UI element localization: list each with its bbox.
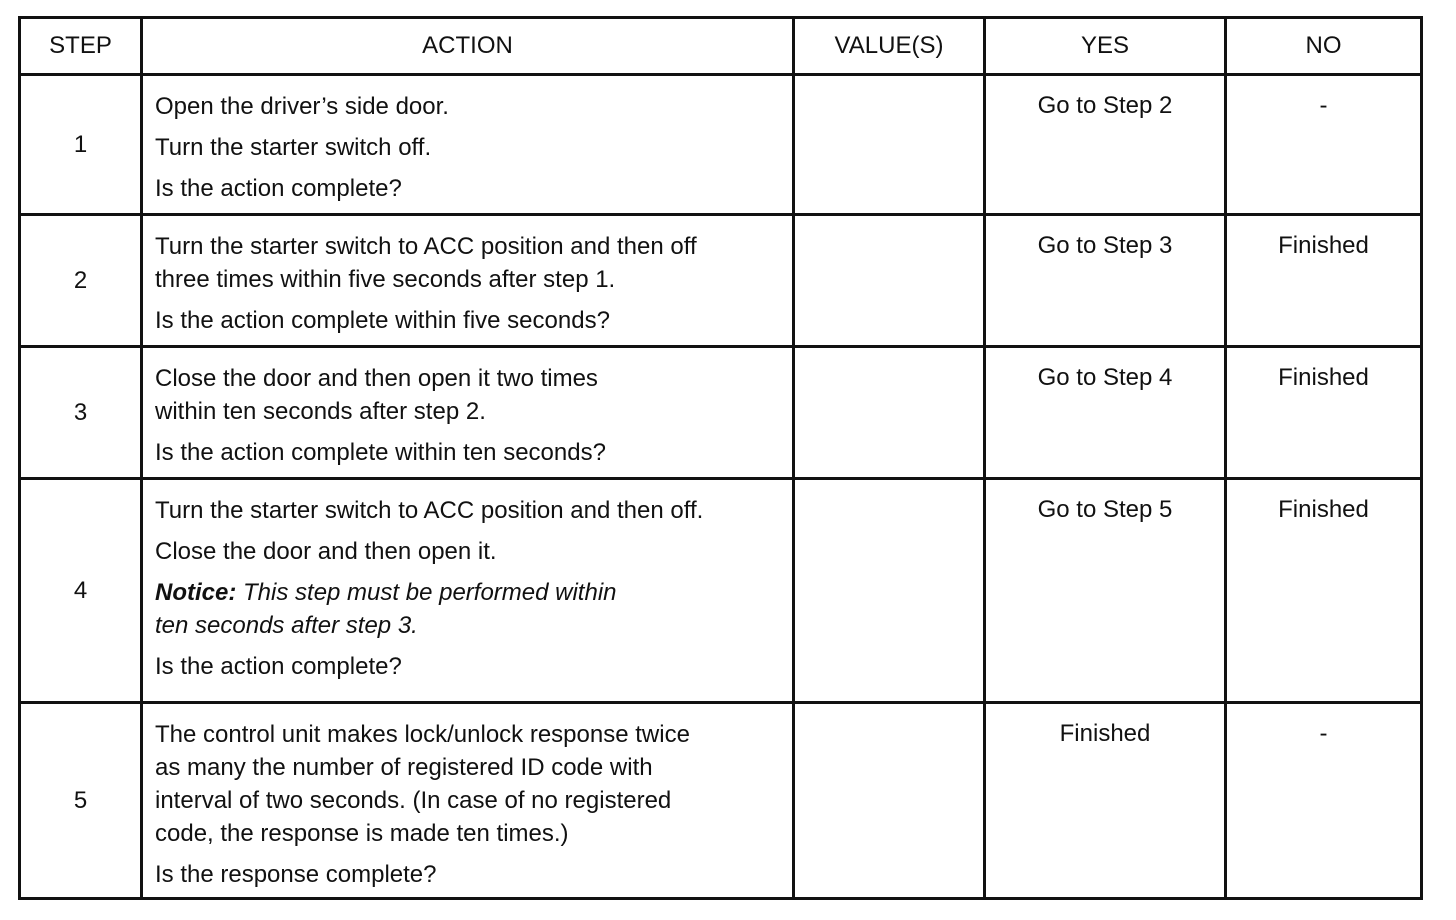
notice-text: This step must be performed within — [243, 579, 617, 606]
action-line: Is the action complete? — [155, 653, 402, 680]
action-cell — [142, 703, 794, 899]
yes-cell: Go to Step 2 — [985, 75, 1226, 215]
action-cell — [142, 75, 794, 215]
no-cell: Finished — [1226, 479, 1422, 703]
action-line: interval of two seconds. (In case of no registered — [155, 787, 672, 814]
action-line: within ten seconds after step 2. — [155, 398, 486, 425]
action-line: Turn the starter switch to ACC position and then off — [155, 233, 697, 260]
value-cell — [794, 347, 985, 479]
action-paragraph — [155, 718, 782, 850]
action-paragraph — [155, 90, 782, 123]
action-question — [155, 436, 782, 469]
action-line: Turn the starter switch off. — [155, 134, 432, 161]
no-cell: Finished — [1226, 215, 1422, 347]
table-row-step-4 — [20, 479, 1422, 703]
action-line: Is the response complete? — [155, 861, 437, 888]
header-no: NO — [1226, 18, 1422, 75]
action-line: as many the number of registered ID code with — [155, 754, 653, 781]
table-row-step-5 — [20, 703, 1422, 899]
action-paragraph — [155, 535, 782, 568]
value-cell — [794, 703, 985, 899]
header-values: VALUE(S) — [794, 18, 985, 75]
notice-label: Notice: — [155, 579, 237, 606]
action-paragraph — [155, 230, 782, 296]
action-line: Open the driver’s side door. — [155, 93, 449, 120]
action-paragraph — [155, 131, 782, 164]
yes-cell: Finished — [985, 703, 1226, 899]
value-cell — [794, 215, 985, 347]
notice-line — [155, 576, 782, 609]
table-row-step-3 — [20, 347, 1422, 479]
action-paragraph — [155, 362, 782, 428]
action-cell — [142, 479, 794, 703]
action-cell — [142, 215, 794, 347]
action-question — [155, 650, 782, 683]
action-question — [155, 172, 782, 205]
action-question — [155, 858, 782, 891]
action-paragraph — [155, 494, 782, 527]
no-cell: Finished — [1226, 347, 1422, 479]
action-line: three times within five seconds after step 1. — [155, 266, 616, 293]
notice-line: ten seconds after step 3. — [155, 612, 418, 639]
header-step: STEP — [20, 18, 142, 75]
yes-cell: Go to Step 4 — [985, 347, 1226, 479]
step-number: 2 — [20, 215, 142, 347]
procedure-table — [18, 16, 1423, 900]
header-row — [20, 18, 1422, 75]
step-number: 5 — [20, 703, 142, 899]
action-line: Close the door and then open it. — [155, 538, 497, 565]
action-cell — [142, 347, 794, 479]
header-action: ACTION — [142, 18, 794, 75]
action-line: Close the door and then open it two times — [155, 365, 598, 392]
action-line: Is the action complete within five seconds? — [155, 307, 610, 334]
no-cell: - — [1226, 703, 1422, 899]
yes-cell: Go to Step 5 — [985, 479, 1226, 703]
action-line: Is the action complete? — [155, 175, 402, 202]
notice-paragraph — [155, 576, 782, 642]
action-line: Is the action complete within ten seconds? — [155, 439, 606, 466]
action-question — [155, 304, 782, 337]
yes-cell: Go to Step 3 — [985, 215, 1226, 347]
table-row-step-2 — [20, 215, 1422, 347]
step-number: 4 — [20, 479, 142, 703]
action-line: The control unit makes lock/unlock response twice — [155, 721, 690, 748]
value-cell — [794, 75, 985, 215]
action-line: Turn the starter switch to ACC position and then off. — [155, 497, 704, 524]
step-number: 3 — [20, 347, 142, 479]
value-cell — [794, 479, 985, 703]
step-number: 1 — [20, 75, 142, 215]
table-row-step-1 — [20, 75, 1422, 215]
no-cell: - — [1226, 75, 1422, 215]
action-line: code, the response is made ten times.) — [155, 820, 569, 847]
header-yes: YES — [985, 18, 1226, 75]
